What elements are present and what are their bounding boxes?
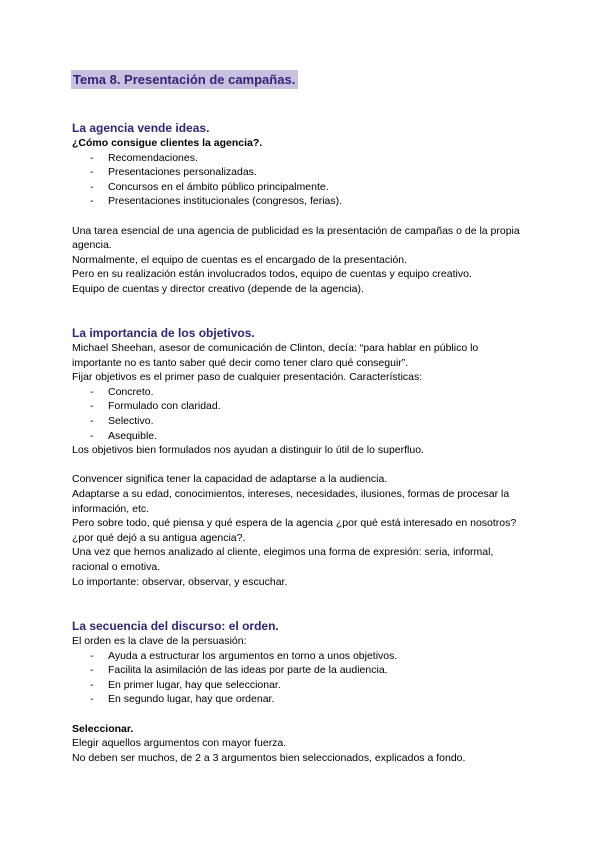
paragraph: Una tarea esencial de una agencia de publicidad es la presentación de campañas o de la propia agencia. (72, 224, 520, 252)
dash: - (90, 678, 94, 691)
bullet-list (72, 385, 527, 443)
section-objetivos (72, 325, 527, 589)
paragraph: Lo importante: observar, observar, y escuchar. (72, 575, 288, 588)
dash: - (90, 180, 94, 193)
section-question: ¿Cómo consigue clientes la agencia?. (72, 137, 263, 149)
list-item: - Concreto. (90, 385, 154, 398)
dash: - (90, 385, 94, 398)
dash: - (90, 649, 94, 662)
dash: - (90, 664, 94, 677)
list-item: - Ayuda a estructurar los argumentos en torno a unos objetivos. (90, 649, 398, 662)
paragraph: Normalmente, el equipo de cuentas es el encargado de la presentación. (72, 253, 408, 266)
section-heading: La secuencia del discurso: el orden. (72, 619, 279, 633)
paragraph: Pero en su realización están involucrados todos, equipo de cuentas y equipo creativo. (72, 268, 472, 281)
subheading: Seleccionar. (72, 722, 134, 735)
paragraph: Pero sobre todo, qué piensa y qué espera de la agencia ¿por qué está interesado en nosotros? ¿por qué dejó a su antigua agencia?. (72, 517, 517, 544)
paragraph: No deben ser muchos, de 2 a 3 argumentos bien seleccionados, explicados a fondo. (72, 751, 466, 764)
dash: - (90, 166, 94, 179)
paragraph: Michael Sheehan, asesor de comunicación de Clinton, decía: “para hablar en público lo importante no es tanto saber qué decir como tener claro qué conseguir”. (72, 342, 479, 369)
document-title: Tema 8. Presentación de campañas. (71, 70, 298, 89)
dash: - (90, 400, 94, 413)
section-agencia (72, 120, 527, 297)
dash: - (90, 414, 94, 427)
section-orden (72, 618, 527, 765)
list-item: - Recomendaciones. (90, 151, 198, 164)
paragraph: Equipo de cuentas y director creativo (depende de la agencia). (72, 282, 364, 295)
list-item: - Presentaciones personalizadas. (90, 166, 257, 179)
list-item: - Asequible. (90, 429, 158, 442)
list-item: - Formulado con claridad. (90, 400, 221, 413)
list-item: - Facilita la asimilación de las ideas por parte de la audiencia. (90, 664, 388, 677)
list-item: - Selectivo. (90, 414, 154, 427)
paragraph: El orden es la clave de la persuasión: (72, 635, 247, 647)
list-item: - En segundo lugar, hay que ordenar. (90, 693, 275, 706)
paragraph: Convencer significa tener la capacidad de adaptarse a la audiencia. (72, 473, 388, 486)
list-item: - Concursos en el ámbito público principalmente. (90, 180, 329, 193)
paragraph: Los objetivos bien formulados nos ayudan a distinguir lo útil de lo superfluo. (72, 444, 424, 457)
dash: - (90, 151, 94, 164)
bullet-list (72, 151, 527, 209)
dash: - (90, 195, 94, 208)
paragraph: Fijar objetivos es el primer paso de cualquier presentación. Características: (72, 371, 423, 384)
paragraph: Elegir aquellos argumentos con mayor fuerza. (72, 737, 287, 750)
paragraph: Una vez que hemos analizado al cliente, elegimos una forma de expresión: seria, informal, racional o emotiva. (72, 546, 494, 573)
section-heading: La importancia de los objetivos. (72, 326, 255, 340)
paragraph: Adaptarse a su edad, conocimientos, intereses, necesidades, ilusiones, formas de procesar la información, etc. (72, 487, 510, 515)
bullet-list (72, 649, 527, 707)
section-heading: La agencia vende ideas. (72, 121, 210, 135)
dash: - (90, 693, 94, 706)
list-item: - En primer lugar, hay que seleccionar. (90, 678, 281, 691)
dash: - (90, 429, 94, 442)
list-item: - Presentaciones institucionales (congresos, ferias). (90, 195, 343, 208)
